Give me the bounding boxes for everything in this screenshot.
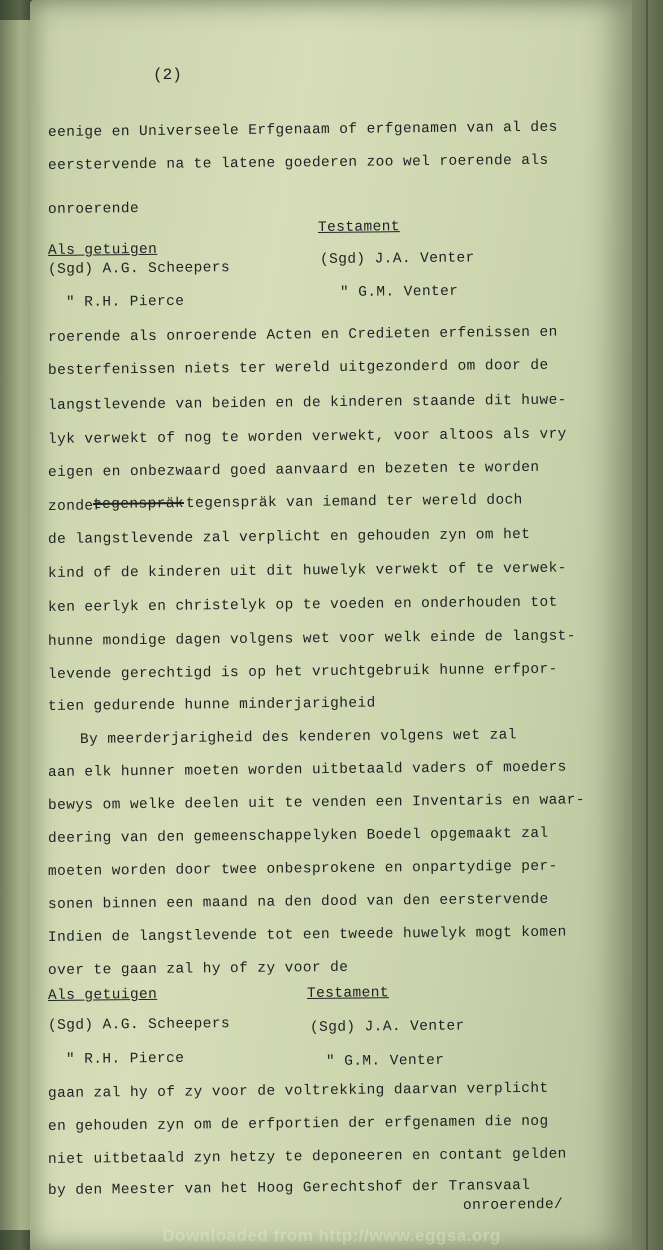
watermark: Downloaded from http://www.eggsa.org bbox=[162, 1226, 501, 1245]
page-edge-line bbox=[646, 0, 648, 1250]
text-line: onroerende bbox=[47, 201, 140, 218]
witness-signature: " R.H. Pierce bbox=[65, 293, 185, 311]
testator-signature: (Sgd) J.A. Venter bbox=[319, 250, 475, 268]
text-line: By meerderjarigheid des kenderen volgens wet zal bbox=[79, 727, 517, 748]
witnesses-heading: Als getuigen bbox=[47, 986, 158, 1004]
text-line: eigen en onbezwaard goed aanvaard en bezeten te worden bbox=[47, 459, 540, 481]
testament-heading: Testament bbox=[317, 219, 401, 236]
text-line: de langstlevende zal verplicht en gehouden zyn om het bbox=[47, 526, 531, 548]
testament-heading: Testament bbox=[306, 985, 390, 1002]
text-line: gaan zal hy of zy voor de voltrekking daarvan verplicht bbox=[47, 1080, 549, 1102]
text-line: besterfenissen niets ter wereld uitgezonderd om door de bbox=[47, 357, 549, 379]
catchword: onroerende/ bbox=[462, 1196, 564, 1214]
witnesses-heading: Als getuigen bbox=[47, 241, 158, 259]
text-line: aan elk hunner moeten worden uitbetaald vaders of moeders bbox=[47, 759, 567, 781]
text-line: levende gerechtigd is op het vruchtgebruik hunne erfpor- bbox=[47, 661, 558, 683]
text-line: bewys om welke deelen uit te venden een Inventaris en waar- bbox=[47, 792, 586, 814]
testator-signature: (Sgd) J.A. Venter bbox=[309, 1018, 465, 1036]
text-line: ken eerlyk en christelyk op te voeden en onderhouden tot bbox=[47, 594, 558, 616]
testator-signature: " G.M. Venter bbox=[339, 283, 459, 301]
text-line: over te gaan zal hy of zy voor de bbox=[47, 959, 349, 979]
text-line: en gehouden zyn om de erfportien der erfgenamen die nog bbox=[47, 1113, 549, 1135]
text-line: hunne mondige dagen volgens wet voor welk einde de langst- bbox=[47, 628, 576, 650]
text-line: roerende als onroerende Acten en Credieten erfenissen en bbox=[47, 324, 558, 346]
testator-signature: " G.M. Venter bbox=[325, 1052, 445, 1070]
text-line: niet uitbetaald zyn hetzy te deponeeren en contant gelden bbox=[47, 1146, 567, 1168]
text-line: tien gedurende hunne minderjarigheid bbox=[47, 695, 376, 715]
text-line: lyk verwekt of nog te worden verwekt, voor altoos als vry bbox=[47, 426, 567, 448]
text-line: sonen binnen een maand na den dood van den eerstervende bbox=[47, 891, 549, 913]
witness-signature: (Sgd) A.G. Scheepers bbox=[47, 260, 231, 278]
page-number: (2) bbox=[153, 66, 182, 84]
text-line: zonder bbox=[47, 498, 103, 515]
text-line: kind of de kinderen uit dit huwelyk verwekt of te verwek- bbox=[47, 560, 567, 582]
text-line: Indien de langstlevende tot een tweede huwelyk mogt komen bbox=[47, 924, 567, 946]
struck-word: tegenspräk bbox=[92, 496, 185, 513]
text-line: tegenspräk van iemand ter wereld doch bbox=[185, 492, 523, 512]
witness-signature: (Sgd) A.G. Scheepers bbox=[47, 1016, 231, 1034]
text-line: moeten worden door twee onbesprokene en onpartydige per- bbox=[47, 858, 558, 880]
text-line: eerstervende na te latene goederen zoo wel roerende als bbox=[47, 152, 549, 174]
text-line: eenige en Universeele Erfgenaam of erfgenamen van al des bbox=[47, 119, 558, 141]
witness-signature: " R.H. Pierce bbox=[65, 1050, 185, 1068]
left-book-page bbox=[0, 20, 34, 1230]
text-line: deering van den gemeenschappelyken Boedel opgemaakt zal bbox=[47, 825, 549, 847]
text-line: langstlevende van beiden en de kinderen staande dit huwe- bbox=[47, 392, 567, 414]
text-line: by den Meester van het Hoog Gerechtshof der Transvaal bbox=[47, 1177, 531, 1199]
